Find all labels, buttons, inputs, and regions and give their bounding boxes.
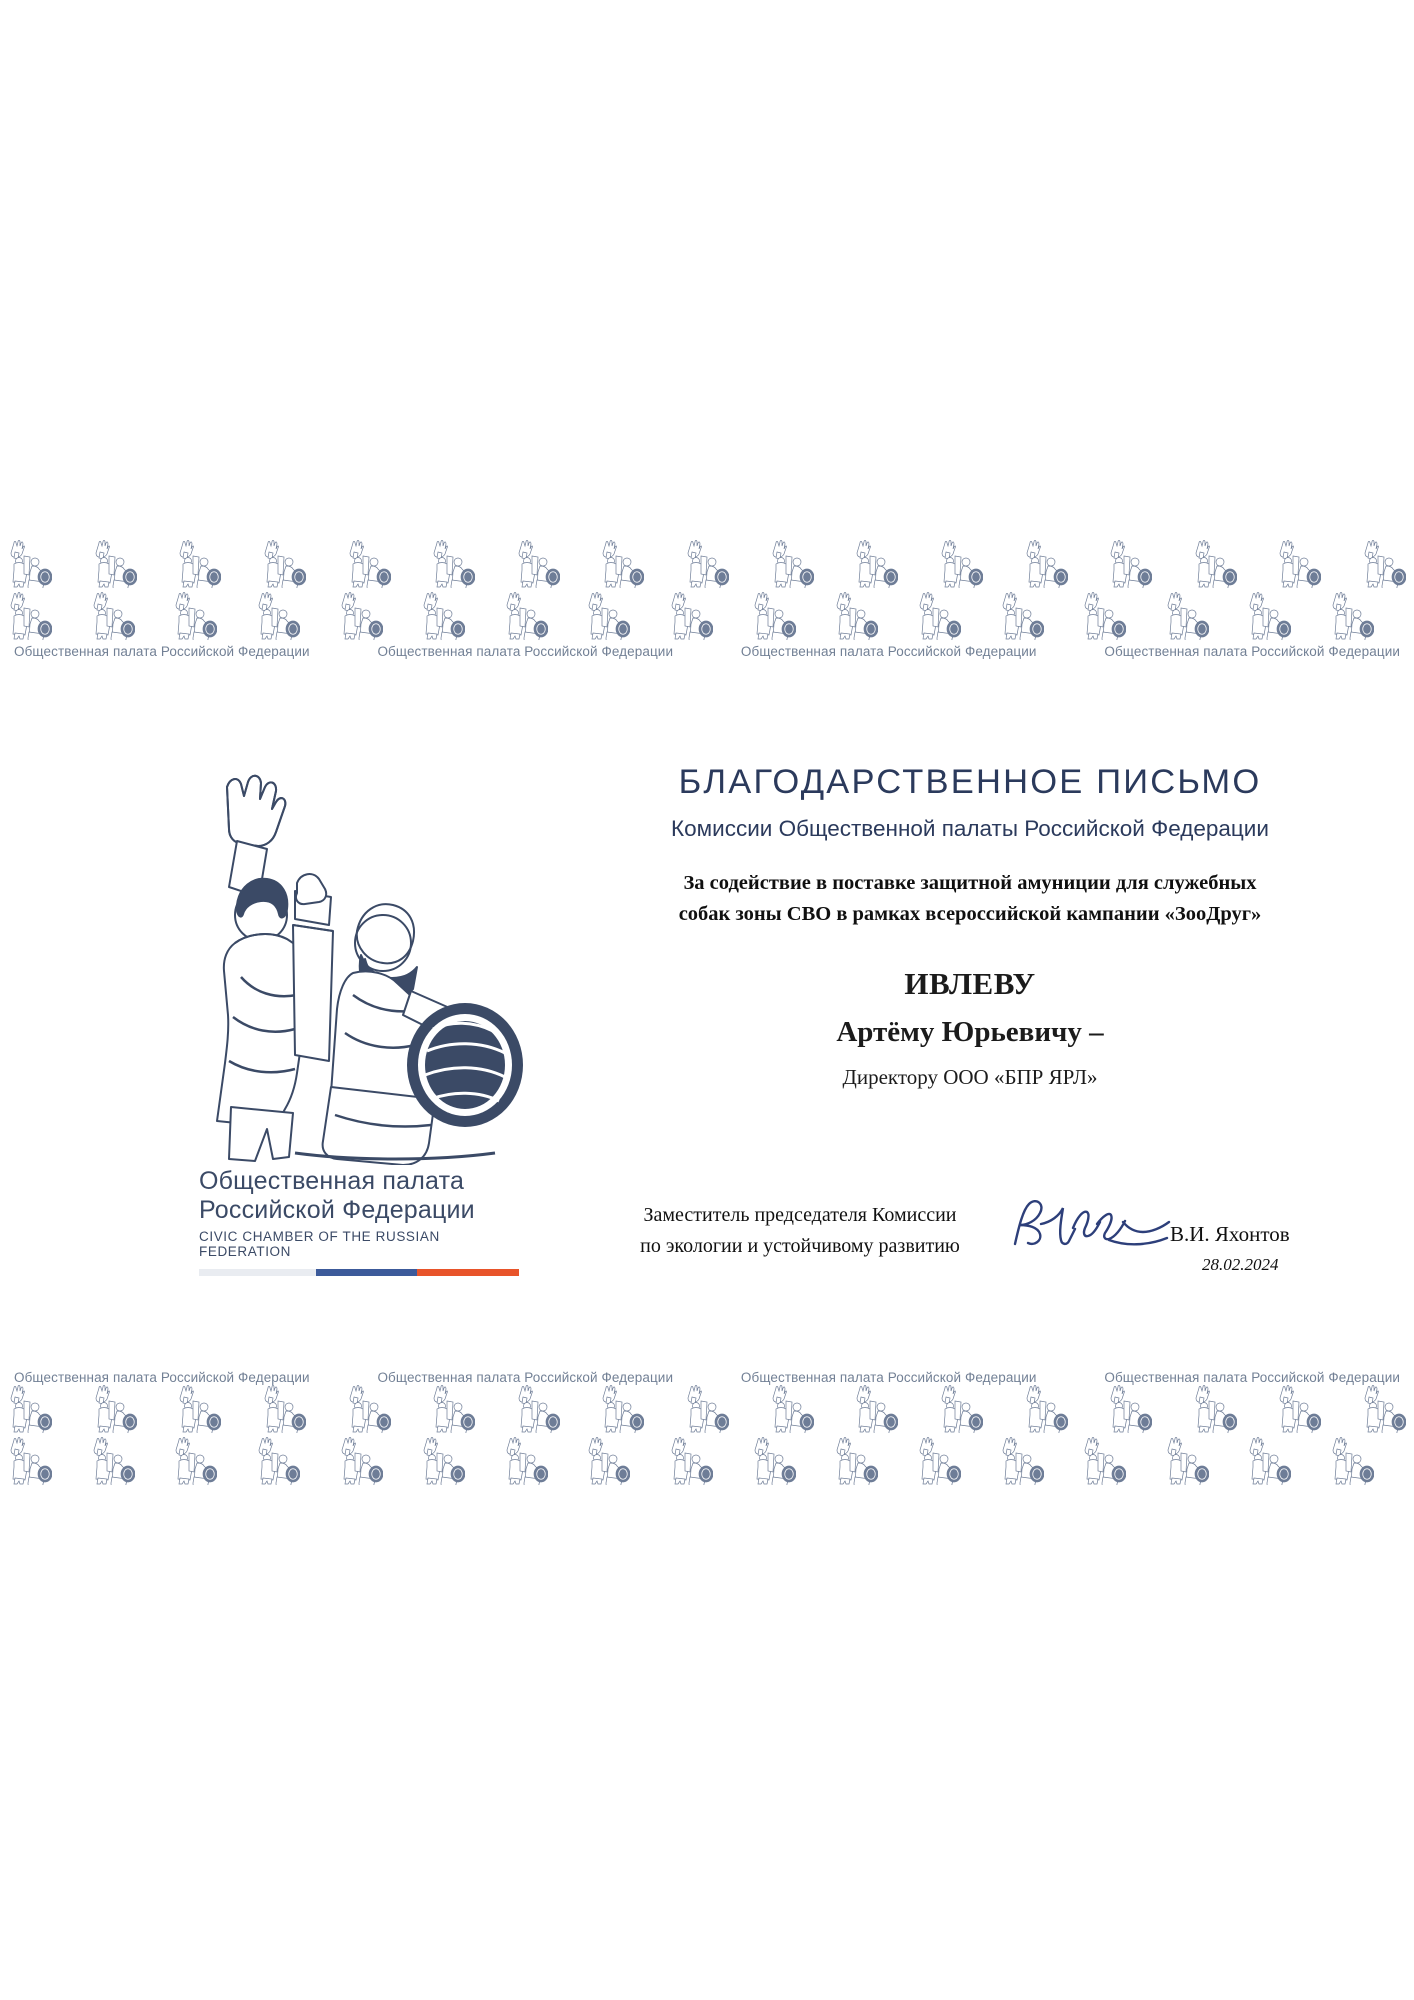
watermark-band-top — [0, 540, 1414, 659]
watermark-emblem-icon — [939, 1385, 983, 1433]
watermark-emblem-icon — [1165, 1437, 1209, 1485]
watermark-emblem-icon — [1108, 1385, 1152, 1433]
watermark-emblem-icon — [1193, 1385, 1237, 1433]
signer-name: В.И. Яхонтов — [1170, 1222, 1290, 1246]
watermark-text: Общественная палата Российской Федерации — [740, 1370, 1037, 1385]
watermark-emblem-row-2 — [0, 592, 1414, 644]
watermark-emblem-row-1 — [0, 540, 1414, 592]
watermark-emblem-icon — [770, 540, 814, 588]
watermark-emblem-icon — [91, 592, 135, 640]
page-title: БЛАГОДАРСТВЕННОЕ ПИСЬМО — [678, 763, 1262, 801]
watermark-emblem-icon — [669, 592, 713, 640]
watermark-emblem-icon — [917, 592, 961, 640]
watermark-emblem-icon — [339, 592, 383, 640]
watermark-emblem-icon — [431, 1385, 475, 1433]
watermark-text-row-top — [0, 644, 1414, 659]
watermark-emblem-icon — [256, 1437, 300, 1485]
watermark-text: Общественная палата Российской Федерации — [14, 1370, 310, 1385]
recipient-name: Артёму Юрьевичу – — [836, 1016, 1104, 1048]
watermark-emblem-icon — [600, 540, 644, 588]
watermark-emblem-icon — [586, 592, 630, 640]
watermark-emblem-icon — [173, 592, 217, 640]
logo-bar-white — [199, 1269, 316, 1276]
signature-date: 28.02.2024 — [1202, 1255, 1279, 1274]
recipient-surname: ИВЛЕВУ — [904, 966, 1036, 1001]
watermark-emblem-icon — [1000, 592, 1044, 640]
watermark-emblem-row-4 — [0, 1437, 1414, 1489]
watermark-emblem-row-3 — [0, 1385, 1414, 1437]
watermark-emblem-icon — [262, 540, 306, 588]
watermark-emblem-icon — [421, 592, 465, 640]
watermark-emblem-icon — [854, 540, 898, 588]
watermark-emblem-icon — [421, 1437, 465, 1485]
watermark-text: Общественная палата Российской Федерации — [377, 644, 674, 659]
watermark-emblem-icon — [1082, 592, 1126, 640]
watermark-emblem-icon — [939, 540, 983, 588]
logo-bar-blue — [316, 1269, 418, 1276]
watermark-emblem-icon — [669, 1437, 713, 1485]
watermark-emblem-icon — [8, 1385, 52, 1433]
watermark-emblem-icon — [917, 1437, 961, 1485]
watermark-emblem-icon — [1024, 1385, 1068, 1433]
watermark-emblem-icon — [752, 592, 796, 640]
logo-caption-line-1: Общественная палата — [199, 1167, 465, 1195]
watermark-emblem-icon — [1165, 592, 1209, 640]
logo-caption-line-2: Российской Федерации — [199, 1196, 475, 1224]
watermark-emblem-icon — [347, 1385, 391, 1433]
watermark-text-row-bottom — [0, 1370, 1414, 1385]
watermark-emblem-icon — [339, 1437, 383, 1485]
watermark-text: Общественная палата Российской Федерации — [1104, 644, 1400, 659]
watermark-emblem-icon — [1082, 1437, 1126, 1485]
watermark-emblem-icon — [347, 540, 391, 588]
watermark-emblem-icon — [431, 540, 475, 588]
award-reason-line-2: собак зоны СВО в рамках всероссийской кампании «ЗооДруг» — [678, 903, 1262, 925]
watermark-emblem-icon — [173, 1437, 217, 1485]
watermark-emblem-icon — [1277, 1385, 1321, 1433]
signature-block — [590, 1200, 1350, 1310]
watermark-emblem-icon — [1362, 1385, 1406, 1433]
logo-caption — [175, 1167, 535, 1259]
watermark-emblem-icon — [516, 540, 560, 588]
watermark-emblem-icon — [504, 1437, 548, 1485]
watermark-emblem-icon — [516, 1385, 560, 1433]
logo-color-bar — [199, 1269, 519, 1276]
watermark-emblem-icon — [1330, 1437, 1374, 1485]
watermark-text: Общественная палата Российской Федерации — [1104, 1370, 1400, 1385]
watermark-emblem-icon — [1000, 1437, 1044, 1485]
watermark-emblem-icon — [752, 1437, 796, 1485]
watermark-emblem-icon — [504, 592, 548, 640]
civic-chamber-emblem-icon — [175, 765, 535, 1165]
watermark-emblem-icon — [770, 1385, 814, 1433]
certificate-text — [590, 745, 1350, 1090]
watermark-emblem-icon — [1277, 540, 1321, 588]
watermark-band-bottom — [0, 1370, 1414, 1489]
watermark-emblem-icon — [685, 1385, 729, 1433]
watermark-emblem-icon — [8, 1437, 52, 1485]
logo-caption-line-3: CIVIC CHAMBER OF THE RUSSIAN FEDERATION — [199, 1229, 440, 1259]
certificate-body — [0, 745, 1414, 1335]
award-reason-line-1: За содействие в поставке защитной амуниции для служебных — [683, 872, 1257, 894]
logo-bar-red — [417, 1269, 519, 1276]
organization-logo — [175, 765, 535, 1276]
award-reason — [590, 868, 1350, 930]
watermark-emblem-icon — [256, 592, 300, 640]
watermark-emblem-icon — [8, 592, 52, 640]
watermark-emblem-icon — [93, 1385, 137, 1433]
watermark-emblem-icon — [586, 1437, 630, 1485]
watermark-text: Общественная палата Российской Федерации — [14, 644, 310, 659]
watermark-emblem-icon — [1024, 540, 1068, 588]
signer-role — [590, 1200, 1010, 1262]
watermark-emblem-icon — [1247, 1437, 1291, 1485]
watermark-emblem-icon — [854, 1385, 898, 1433]
recipient-role: Директору ООО «БПР ЯРЛ» — [842, 1065, 1098, 1089]
watermark-emblem-icon — [177, 540, 221, 588]
watermark-emblem-icon — [1108, 540, 1152, 588]
handwritten-signature-icon — [1005, 1196, 1180, 1256]
watermark-text: Общественная палата Российской Федерации — [377, 1370, 674, 1385]
watermark-emblem-icon — [93, 540, 137, 588]
watermark-emblem-icon — [685, 540, 729, 588]
watermark-emblem-icon — [1330, 592, 1374, 640]
watermark-emblem-icon — [91, 1437, 135, 1485]
watermark-emblem-icon — [1193, 540, 1237, 588]
watermark-emblem-icon — [177, 1385, 221, 1433]
signer-role-line-1: Заместитель председателя Комиссии — [643, 1204, 957, 1226]
watermark-emblem-icon — [834, 1437, 878, 1485]
watermark-text: Общественная палата Российской Федерации — [740, 644, 1037, 659]
watermark-emblem-icon — [1247, 592, 1291, 640]
document-subtitle: Комиссии Общественной палаты Российской Федерации — [671, 816, 1269, 841]
watermark-emblem-icon — [600, 1385, 644, 1433]
watermark-emblem-icon — [834, 592, 878, 640]
signer-role-line-2: по экологии и устойчивому развитию — [640, 1235, 960, 1257]
watermark-emblem-icon — [8, 540, 52, 588]
watermark-emblem-icon — [262, 1385, 306, 1433]
watermark-emblem-icon — [1362, 540, 1406, 588]
